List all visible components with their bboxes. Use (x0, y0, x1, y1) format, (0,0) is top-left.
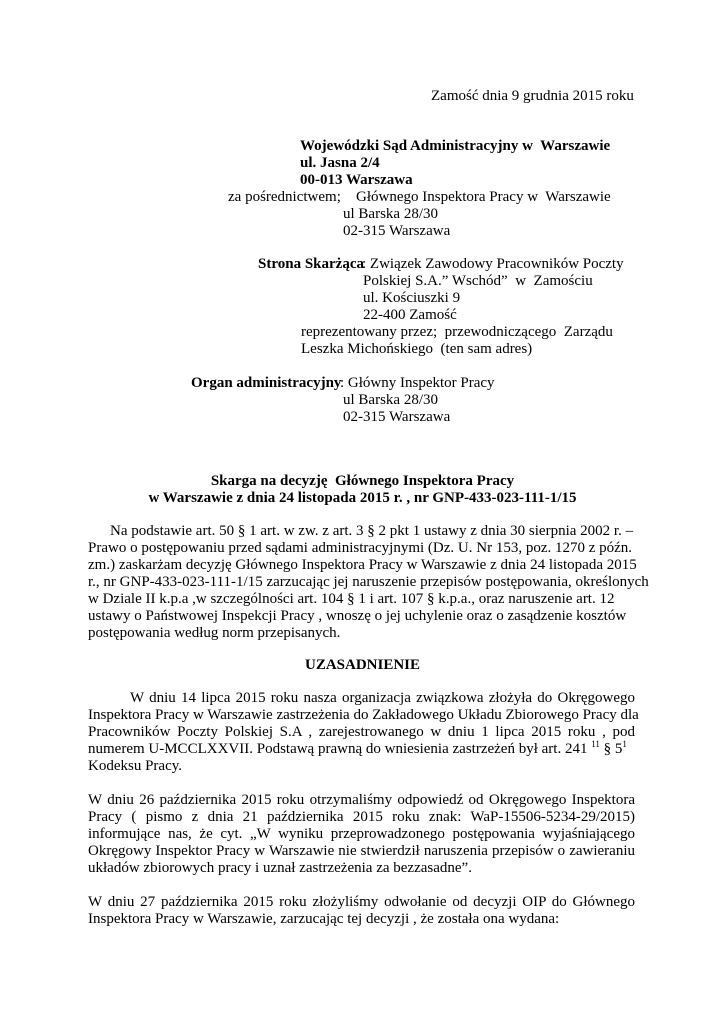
complainant-street: ul. Kościuszki 9 (363, 290, 461, 306)
section-sign-text: § 5 (603, 741, 623, 757)
authority-street: ul Barska 28/30 (343, 392, 438, 408)
court-name: Wojewódzki Sąd Administracyjny w Warszawie (300, 138, 611, 154)
paragraph3-line-1: W dniu 27 października 2015 roku złożyliśmy odwołanie od decyzji OIP do Głównego (88, 894, 635, 910)
complainant-representative-line2: Leszka Michońskiego (ten sam adres) (301, 341, 533, 357)
paragraph2-line-5: układów zbiorowych pracy i uznał zastrzeżenia za bezzasadne”. (88, 860, 472, 876)
section-superscript: 1 (622, 739, 627, 749)
paragraph2-line-4: Okręgowy Inspektor Pracy w Warszawie nie stwierdził naruszenia przepisów o zawieraniu (88, 843, 635, 859)
complainant-city: 22-400 Zamość (363, 307, 457, 323)
paragraph3-line-2: Inspektora Pracy w Warszawie, zarzucając tej decyzji , że została ona wydana: (88, 911, 560, 927)
section-heading: UZASADNIENIE (304, 657, 421, 673)
intro-line-4: r., nr GNP-433-023-111-1/15 zarzucając jej naruszenie przepisów postępowania, określonych (88, 574, 649, 590)
paragraph1-line-4-text: numerem U-MCCLXXVII. Podstawą prawną do wniesienia zastrzeżeń był art. 241 (88, 741, 588, 757)
paragraph1-line-1: W dniu 14 lipca 2015 roku nasza organizacja związkowa złożyła do Okręgowego (130, 690, 635, 706)
complainant-name-line1: : Związek Zawodowy Pracowników Poczty (362, 256, 624, 272)
intro-line-6: ustawy o Państwowej Inspekcji Pracy , wnoszę o jej uchylenie oraz o zasądzenie kosztów (88, 608, 627, 624)
paragraph1-line-2: Inspektora Pracy w Warszawie zastrzeżenia do Zakładowego Układu Zbiorowego Pracy dla (88, 707, 639, 723)
paragraph2-line-1: W dniu 26 października 2015 roku otrzymaliśmy odpowiedź od Okręgowego Inspektora (88, 792, 635, 808)
intermediary-name: Głównego Inspektora Pracy w Warszawie (356, 189, 611, 205)
paragraph2-line-2: Pracy ( pismo z dnia 21 października 2015 roku znak: WaP-15506-5234-29/2015) (88, 809, 635, 825)
authority-city: 02-315 Warszawa (343, 409, 451, 425)
intro-line-1: Na podstawie art. 50 § 1 art. w zw. z art. 3 § 2 pkt 1 ustawy z dnia 30 sierpnia 2002 r. – (110, 523, 634, 539)
court-street: ul. Jasna 2/4 (300, 155, 380, 171)
intermediary-city: 02-315 Warszawa (343, 223, 451, 239)
intro-line-7: postępowania według norm przepisanych. (88, 625, 341, 641)
paragraph1-line-3: Pracowników Poczty Polskiej S.A , zarejestrowanego w dniu 1 lipca 2015 roku , pod (88, 724, 635, 740)
paragraph1-line-4 (88, 741, 627, 758)
court-city: 00-013 Warszawa (300, 172, 413, 188)
intro-line-5: w Dziale II k.p.a ,w szczególności art. 104 § 1 i art. 107 § k.p.a., oraz naruszenie art. 12 (88, 591, 615, 607)
intermediary-street: ul Barska 28/30 (343, 206, 438, 222)
authority-label: Organ administracyjny (191, 375, 342, 391)
complaint-title-line2: w Warszawie z dnia 24 listopada 2015 r. , nr GNP-433-023-111-1/15 (148, 490, 577, 506)
complainant-label: Strona Skarżąca (258, 256, 364, 272)
paragraph1-line-5: Kodeksu Pracy. (88, 758, 183, 774)
paragraph2-line-3: informujące nas, że cyt. „W wyniku przeprowadzonego postępowania wyjaśniającego (88, 826, 635, 842)
complainant-name-line2: Polskiej S.A.” Wschód” w Zamościu (363, 273, 593, 289)
intro-line-2: Prawo o postępowaniu przed sądami administracyjnymi (Dz. U. Nr 153, poz. 1270 z późn. (88, 540, 633, 556)
date-line: Zamość dnia 9 grudnia 2015 roku (431, 88, 634, 104)
intermediary-label: za pośrednictwem; (228, 189, 341, 205)
article-superscript: 11 (591, 739, 600, 749)
authority-name: : Główny Inspektor Pracy (340, 375, 495, 391)
complainant-representative-line1: reprezentowany przez; przewodniczącego Zarządu (301, 324, 613, 340)
complaint-title-line1: Skarga na decyzję Głównego Inspektora Pracy (210, 473, 515, 489)
intro-line-3: zm.) zaskarżam decyzję Głównego Inspektora Pracy w Warszawie z dnia 24 listopada 2015 (88, 557, 637, 573)
